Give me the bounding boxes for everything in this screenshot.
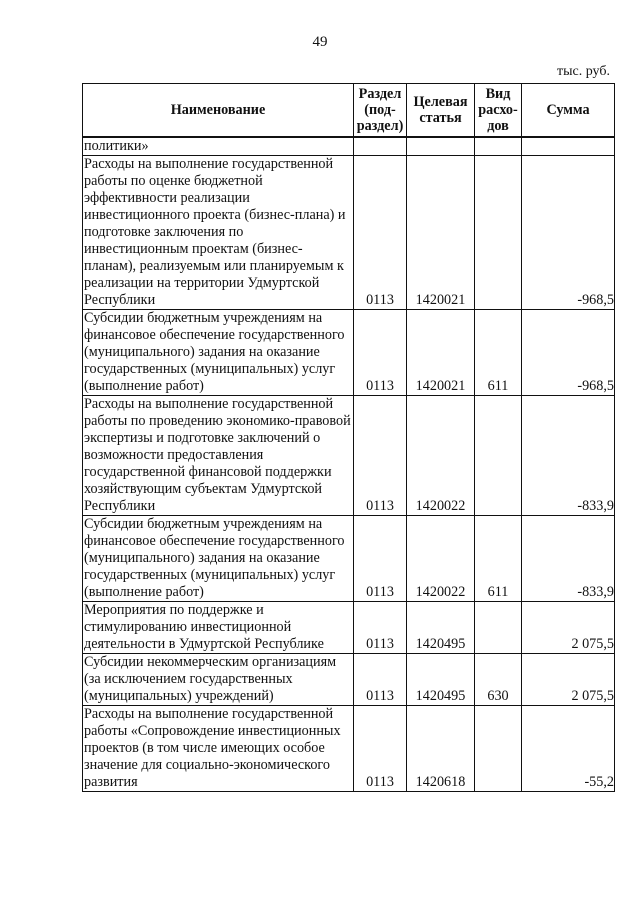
table-row xyxy=(83,654,615,706)
row-target: 1420021 xyxy=(407,156,475,310)
row-section: 0113 xyxy=(354,706,407,792)
table-row xyxy=(83,706,615,792)
row-target xyxy=(407,137,475,156)
row-type xyxy=(475,137,522,156)
header-name: Наименование xyxy=(83,84,354,138)
table-row xyxy=(83,396,615,516)
budget-table xyxy=(82,83,615,792)
table-row xyxy=(83,137,615,156)
row-type xyxy=(475,602,522,654)
row-name: Расходы на выполнение государственной работы «Сопровождение инвестиционных проектов (в том числе имеющих особое значение для социально-экономического развития xyxy=(83,706,354,792)
row-type: 611 xyxy=(475,310,522,396)
row-sum xyxy=(522,137,615,156)
row-target: 1420495 xyxy=(407,602,475,654)
units-label: тыс. руб. xyxy=(557,64,610,79)
row-sum: -968,5 xyxy=(522,156,615,310)
row-section xyxy=(354,137,407,156)
row-sum: -968,5 xyxy=(522,310,615,396)
row-sum: -833,9 xyxy=(522,516,615,602)
row-section: 0113 xyxy=(354,654,407,706)
row-name: Расходы на выполнение государственной работы по проведению экономико-правовой экспертизы и подготовке заключений о возможности предоставления государственной финансовой поддержки хозяйствующим субъектам Удмуртской Республики xyxy=(83,396,354,516)
row-type: 611 xyxy=(475,516,522,602)
header-section: Раздел (под-раздел) xyxy=(354,84,407,138)
page-number: 49 xyxy=(312,34,328,50)
row-section: 0113 xyxy=(354,516,407,602)
row-type xyxy=(475,156,522,310)
row-name: Субсидии бюджетным учреждениям на финансовое обеспечение государственного (муниципального) задания на оказание государственных (муниципальных) услуг (выполнение работ) xyxy=(83,310,354,396)
table-header-row xyxy=(83,84,615,138)
row-target: 1420022 xyxy=(407,396,475,516)
table-row xyxy=(83,310,615,396)
row-name: политики» xyxy=(83,137,354,156)
row-target: 1420618 xyxy=(407,706,475,792)
header-sum: Сумма xyxy=(522,84,615,138)
header-type: Вид расхо-дов xyxy=(475,84,522,138)
row-type: 630 xyxy=(475,654,522,706)
row-section: 0113 xyxy=(354,602,407,654)
row-target: 1420022 xyxy=(407,516,475,602)
row-type xyxy=(475,706,522,792)
row-sum: -55,2 xyxy=(522,706,615,792)
row-name: Расходы на выполнение государственной работы по оценке бюджетной эффективности реализации инвестиционного проекта (бизнес-плана) и подготовке заключения по инвестиционным проектам (бизнес-планам), реализуемым или планируемым к реализации на территории Удмуртской Республики xyxy=(83,156,354,310)
row-target: 1420021 xyxy=(407,310,475,396)
row-section: 0113 xyxy=(354,156,407,310)
row-sum: -833,9 xyxy=(522,396,615,516)
row-section: 0113 xyxy=(354,396,407,516)
table-row xyxy=(83,516,615,602)
row-name: Мероприятия по поддержке и стимулированию инвестиционной деятельности в Удмуртской Республике xyxy=(83,602,354,654)
row-name: Субсидии бюджетным учреждениям на финансовое обеспечение государственного (муниципального) задания на оказание государственных (муниципальных) услуг (выполнение работ) xyxy=(83,516,354,602)
row-section: 0113 xyxy=(354,310,407,396)
row-target: 1420495 xyxy=(407,654,475,706)
row-name: Субсидии некоммерческим организациям (за исключением государственных (муниципальных) учреждений) xyxy=(83,654,354,706)
row-sum: 2 075,5 xyxy=(522,654,615,706)
table-row xyxy=(83,602,615,654)
header-target: Целевая статья xyxy=(407,84,475,138)
table-row xyxy=(83,156,615,310)
row-sum: 2 075,5 xyxy=(522,602,615,654)
row-type xyxy=(475,396,522,516)
